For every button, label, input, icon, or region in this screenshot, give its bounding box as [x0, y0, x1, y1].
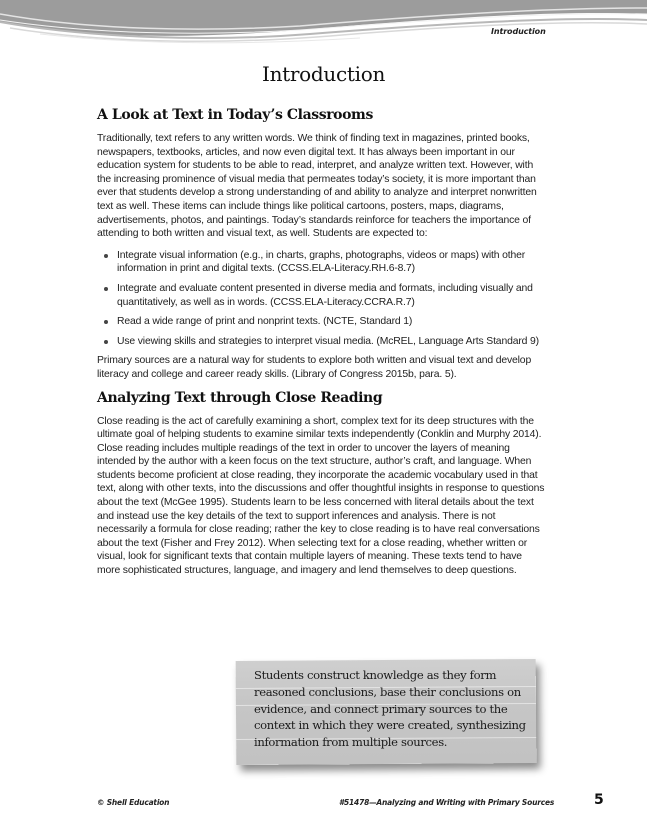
section1-paragraph: Traditionally, text refers to any written words. We think of finding text in magazines, printed books, newspapers, textbooks, articles, and now even digital text. It has always been important in our education system for students to be able to read, interpret, and analyze written text. However, with the increasing prominence of visual media that permeates today’s society, it is more important than ever that students develop a strong understanding of and ability to analyze and interpret nonwritten text as well. These items can include things like political cartoons, posters, maps, diagrams, advertisements, photos, and paintings. Today’s standards reinforce for teachers the importance of attending to both written and visual text, as well. Students are expected to:	[97, 133, 537, 240]
page-number: 5	[594, 792, 604, 808]
list-item	[97, 315, 547, 329]
list-item-text: Integrate and evaluate content presented in diverse media and formats, including visually and quantitatively, as well as in words. (CCSS.ELA-Literacy.CCRA.R.7)	[117, 282, 533, 308]
list-item-text: Use viewing skills and strategies to interpret visual media. (McREL, Language Arts Standard 9)	[117, 335, 539, 347]
bullet-icon	[104, 287, 108, 291]
bullet-icon	[104, 320, 108, 324]
bullet-icon	[104, 254, 108, 258]
callout-quote-text: Students construct knowledge as they form reasoned conclusions, base their conclusions on evidence, and connect primary sources to the context in which they were created, synthesizing information from multiple sources.	[254, 668, 526, 750]
standards-list	[97, 249, 547, 349]
list-item	[97, 335, 547, 349]
section-heading-close-reading: Analyzing Text through Close Reading	[97, 389, 383, 406]
main-content	[97, 107, 547, 586]
list-item-text: Read a wide range of print and nonprint texts. (NCTE, Standard 1)	[117, 316, 413, 328]
footer-copyright: © Shell Education	[97, 798, 170, 807]
bullet-icon	[104, 340, 108, 344]
page-title: Introduction	[261, 62, 386, 86]
running-head: Introduction	[491, 27, 546, 36]
list-item	[97, 282, 547, 309]
pull-quote-callout	[236, 660, 538, 766]
section1-closing-paragraph: Primary sources are a natural way for students to explore both written and visual text and develop literacy and college and career ready skills. (Library of Congress 2015b, para. 5).	[97, 355, 532, 380]
footer-book-title: #51478—Analyzing and Writing with Primary Sources	[339, 798, 555, 807]
header-swoosh-decoration	[0, 0, 647, 48]
section-heading-text-in-classrooms: A Look at Text in Today’s Classrooms	[97, 107, 373, 123]
section2-paragraph: Close reading is the act of carefully examining a short, complex text for its deep structures with the ultimate goal of helping students to examine similar texts independently (Conklin and Murphy 2014). Close reading includes multiple readings of the text in order to uncover the layers of meaning intended by the author with a keen focus on the text structure, author’s craft, and language. When students become proficient at close reading, they incorporate the academic vocabulary used in that text, along with other texts, into the discussions and offer thoughtful insights in response to questions about the text (McGee 1995). Students learn to be less concerned with literal details about the text and instead use the key details of the text to support inferences and analysis. There is not necessarily a formula for close reading; rather the key to close reading is to have real conversations about the text (Fisher and Frey 2012). When selecting text for a close reading, whether written or visual, look for significant texts that contain multiple layers of meaning. These texts tend to have more sophisticated structures, language, and imagery and lend themselves to deep questions.	[97, 415, 545, 577]
list-item-text: Integrate visual information (e.g., in charts, graphs, photographs, videos or maps) with other information in print and digital texts. (CCSS.ELA-Literacy.RH.6-8.7)	[117, 249, 526, 275]
list-item	[97, 249, 547, 276]
